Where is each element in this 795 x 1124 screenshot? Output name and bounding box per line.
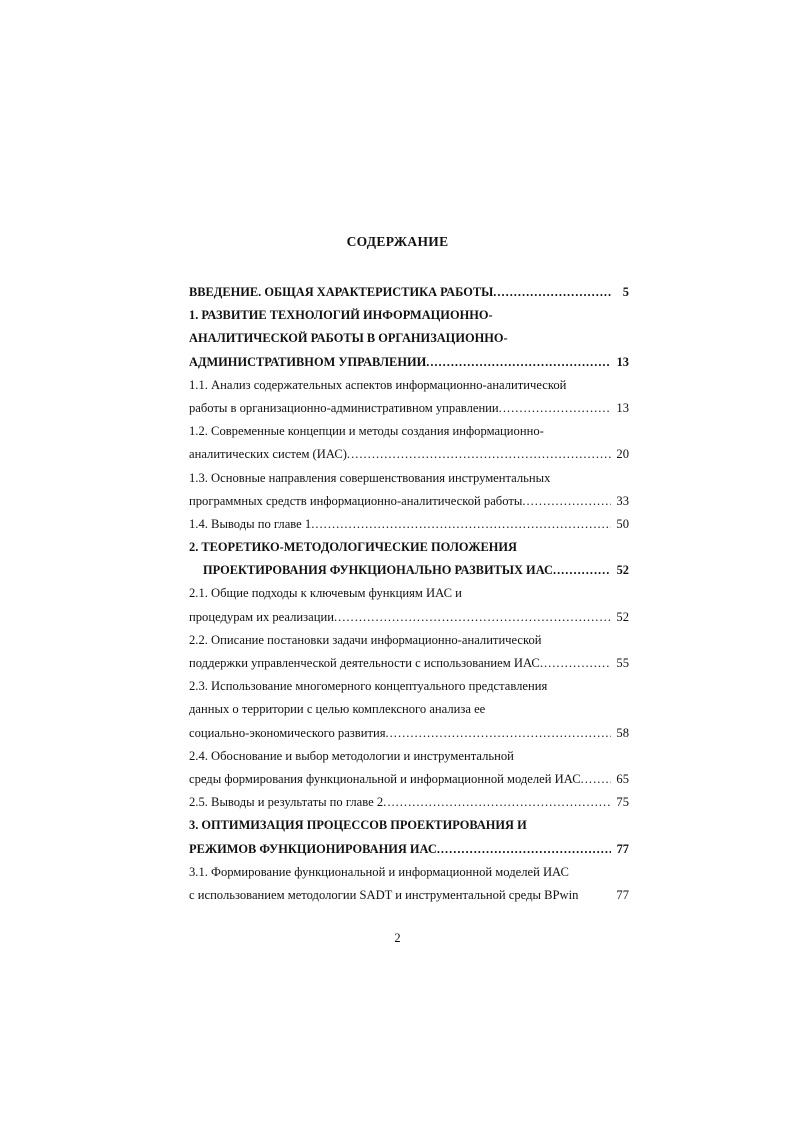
toc-entry-text: АНАЛИТИЧЕСКОЙ РАБОТЫ В ОРГАНИЗАЦИОННО- [189, 331, 508, 346]
toc-entry [189, 327, 629, 350]
toc-entry [189, 722, 629, 745]
toc-entry-page: 13 [616, 354, 629, 369]
toc-entry-text: ПРОЕКТИРОВАНИЯ ФУНКЦИОНАЛЬНО РАЗВИТЫХ ИАС [203, 563, 553, 578]
toc-entry [189, 304, 629, 327]
toc-dot-leader [334, 606, 611, 629]
toc-entry [189, 652, 629, 675]
toc-entry-text: 1.2. Современные концепции и методы создания информационно- [189, 424, 544, 439]
toc-entry [189, 791, 629, 814]
toc-entry-text: 2.1. Общие подходы к ключевым функциям ИАС и [189, 586, 462, 601]
toc-entry [189, 838, 629, 861]
toc-entry [189, 606, 629, 629]
toc-entry-page: 52 [616, 609, 629, 624]
toc-entry-text: с использованием методологии SADT и инструментальной среды BPwin [189, 887, 579, 902]
page-title: СОДЕРЖАНИЕ [346, 234, 449, 249]
table-of-contents [189, 281, 629, 907]
toc-dot-leader [311, 513, 611, 536]
toc-entry [189, 698, 629, 721]
toc-entry-text: 2.4. Обоснование и выбор методологии и инструментальной [189, 748, 514, 763]
toc-entry [189, 281, 629, 304]
toc-entry-text: 3.1. Формирование функциональной и информационной моделей ИАС [189, 864, 569, 879]
toc-entry [189, 559, 629, 582]
toc-dot-leader [553, 559, 611, 582]
toc-entry-page: 20 [616, 447, 629, 462]
toc-dot-leader [581, 768, 611, 791]
page-number: 2 [394, 931, 401, 945]
toc-dot-leader [540, 652, 611, 675]
toc-entry-text: аналитических систем (ИАС) [189, 447, 347, 462]
toc-entry-page: 33 [616, 493, 629, 508]
toc-dot-leader [522, 490, 611, 513]
toc-entry [189, 675, 629, 698]
toc-entry-text: ВВЕДЕНИЕ. ОБЩАЯ ХАРАКТЕРИСТИКА РАБОТЫ [189, 285, 494, 299]
toc-entry [189, 861, 629, 884]
toc-dot-leader [383, 791, 611, 814]
toc-entry [189, 582, 629, 605]
toc-entry-text: работы в организационно-административном управлении [189, 400, 499, 415]
toc-entry-page: 52 [616, 563, 629, 578]
toc-entry [189, 351, 629, 374]
toc-entry-page: 58 [616, 725, 629, 740]
toc-entry-page: 77 [616, 887, 629, 902]
toc-entry [189, 420, 629, 443]
toc-entry-text: 1.4. Выводы по главе 1 [189, 516, 312, 531]
toc-dot-leader [426, 351, 611, 374]
toc-entry-text: 2. ТЕОРЕТИКО-МЕТОДОЛОГИЧЕСКИЕ ПОЛОЖЕНИЯ [189, 540, 517, 555]
toc-entry [189, 374, 629, 397]
toc-entry [189, 467, 629, 490]
toc-entry [189, 536, 629, 559]
toc-entry-text: среды формирования функциональной и информационной моделей ИАС [189, 771, 581, 786]
toc-entry-text: РЕЖИМОВ ФУНКЦИОНИРОВАНИЯ ИАС [189, 841, 437, 856]
toc-entry [189, 814, 629, 837]
toc-entry [189, 629, 629, 652]
toc-entry-text: 1.1. Анализ содержательных аспектов информационно-аналитической [189, 377, 567, 392]
toc-entry [189, 745, 629, 768]
toc-dot-leader [437, 838, 611, 861]
toc-entry-text: 2.3. Использование многомерного концептуального представления [189, 679, 548, 694]
toc-entry-text: поддержки управленческой деятельности с использованием ИАС [189, 656, 540, 670]
toc-dot-leader [493, 281, 611, 304]
toc-dot-leader [386, 722, 612, 745]
toc-entry-text: АДМИНИСТРАТИВНОМ УПРАВЛЕНИИ [189, 354, 427, 369]
toc-entry [189, 490, 629, 513]
toc-entry-text: 2.2. Описание постановки задачи информационно-аналитической [189, 632, 542, 647]
toc-entry-text: 2.5. Выводы и результаты по главе 2 [189, 795, 384, 810]
toc-entry-text: социально-экономического развития [189, 725, 386, 740]
toc-entry-text: данных о территории с целью комплексного анализа ее [189, 702, 486, 717]
toc-entry-text: процедурам их реализации [189, 609, 334, 624]
toc-entry-page: 5 [622, 285, 629, 299]
toc-entry-page: 13 [616, 400, 629, 415]
toc-dot-leader [347, 443, 611, 466]
toc-entry [189, 513, 629, 536]
toc-dot-leader [499, 397, 611, 420]
toc-entry-text: 3. ОПТИМИЗАЦИЯ ПРОЦЕССОВ ПРОЕКТИРОВАНИЯ И [189, 818, 527, 833]
toc-entry-text: программных средств информационно-аналитической работы [189, 493, 523, 508]
toc-entry-text: 1.3. Основные направления совершенствования инструментальных [189, 470, 551, 485]
toc-entry-page: 55 [616, 656, 629, 670]
toc-entry-page: 77 [616, 841, 629, 856]
toc-entry [189, 397, 629, 420]
toc-entry-text: 1. РАЗВИТИЕ ТЕХНОЛОГИЙ ИНФОРМАЦИОННО- [189, 308, 493, 323]
toc-entry-page: 65 [616, 771, 629, 786]
toc-entry [189, 443, 629, 466]
toc-entry [189, 768, 629, 791]
toc-entry-page: 75 [616, 795, 629, 810]
toc-entry-page: 50 [616, 516, 629, 531]
toc-entry [189, 884, 629, 907]
